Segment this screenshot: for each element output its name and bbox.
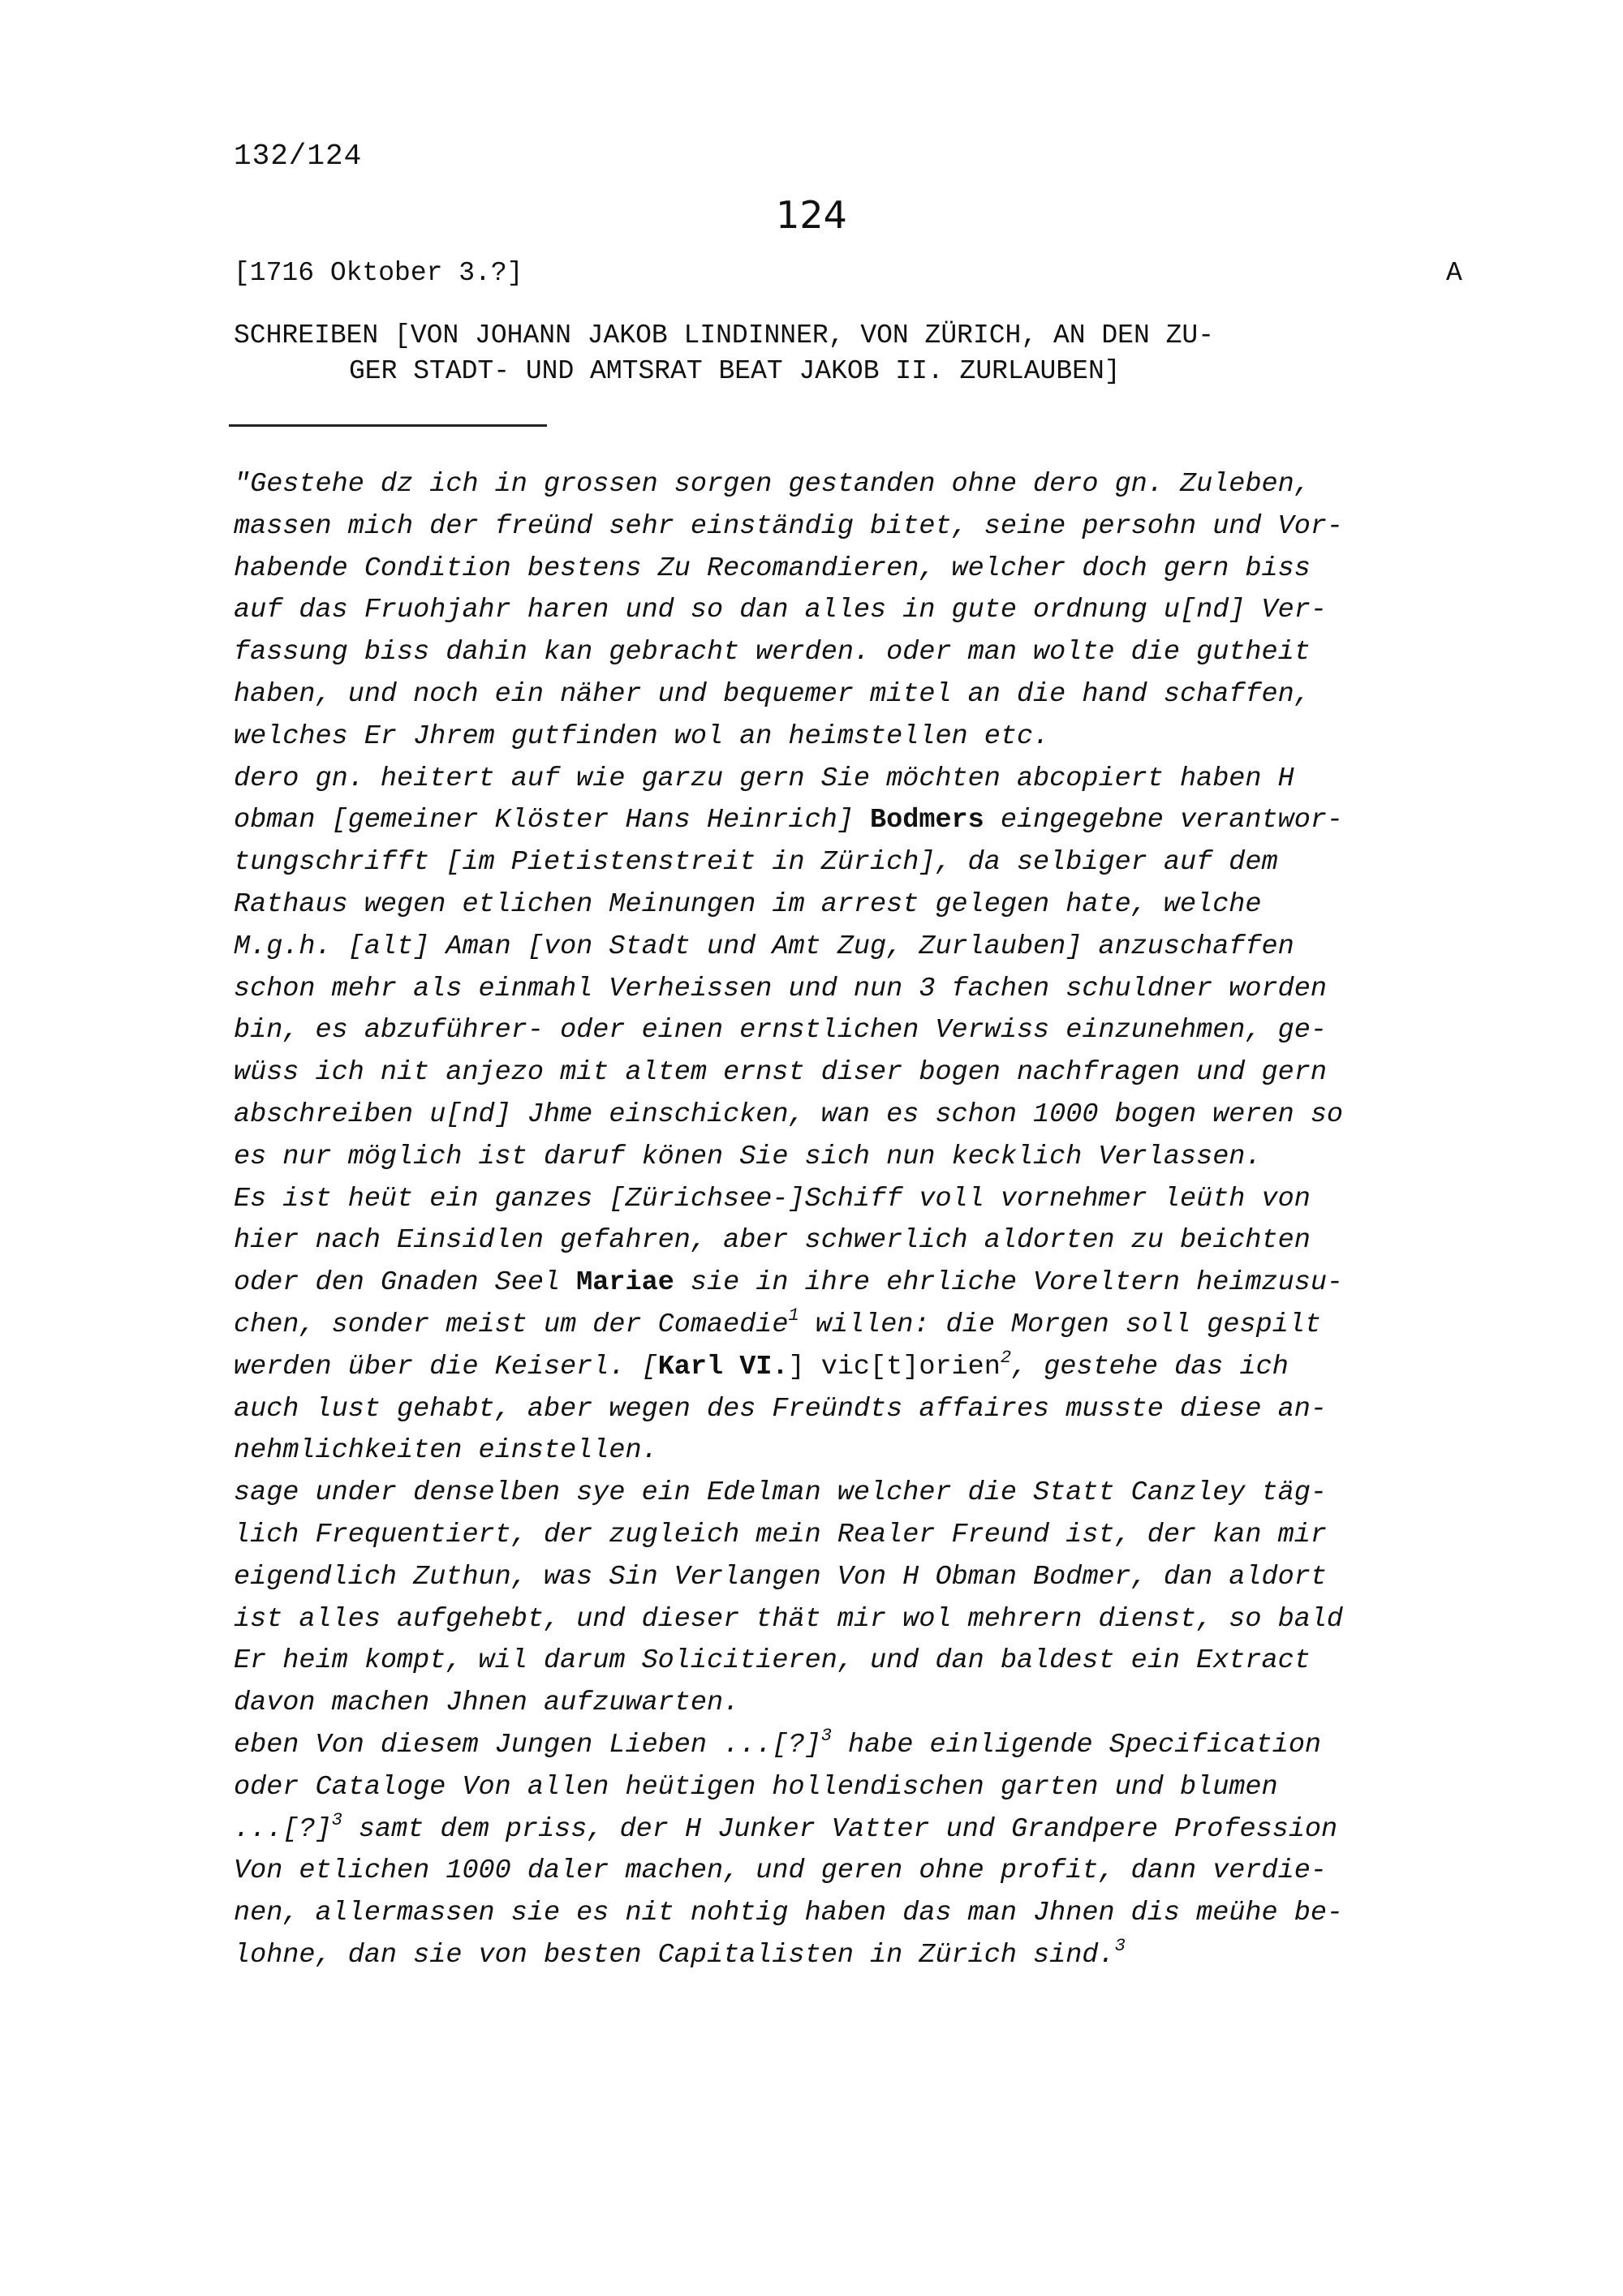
text-line: habende Condition bestens Zu Recomandieren, welcher doch gern biss bbox=[234, 553, 1311, 584]
document-number: 124 bbox=[776, 193, 847, 237]
footnote-ref: 3 bbox=[1114, 1935, 1126, 1956]
text-line: welches Er Jhrem gutfinden wol an heimstellen etc. bbox=[234, 720, 1050, 752]
text-line: ist alles aufgehebt, und dieser thät mir wol mehrern dienst, so bald bbox=[234, 1603, 1344, 1635]
heading-divider bbox=[229, 424, 547, 427]
version-mark: A bbox=[1446, 258, 1462, 288]
text-span: chen, sonder meist um der Comaedie bbox=[234, 1309, 789, 1340]
text-line: abschreiben u[nd] Jhme einschicken, wan es schon 1000 bogen weren so bbox=[234, 1099, 1344, 1130]
text-line bbox=[234, 1809, 1493, 1851]
text-line bbox=[234, 1262, 1493, 1305]
text-span: obman [gemeiner Klöster Hans Heinrich] bbox=[234, 805, 871, 836]
text-line: bin, es abzuführer- oder einen ernstlichen Verwiss einzunehmen, ge- bbox=[234, 1015, 1327, 1047]
text-line: wüss ich nit anjezo mit altem ernst diser bogen nachfragen und gern bbox=[234, 1057, 1327, 1089]
text-span: willen: die Morgen soll gespilt bbox=[799, 1309, 1322, 1340]
person-name-bold: Karl VI. bbox=[657, 1351, 789, 1382]
text-line: nehmlichkeiten einstellen. bbox=[234, 1435, 658, 1467]
document-date: [1716 Oktober 3.?] bbox=[234, 258, 523, 288]
person-name-bold: Mariae bbox=[576, 1267, 674, 1299]
text-line: hier nach Einsidlen gefahren, aber schwerlich aldorten zu beichten bbox=[234, 1225, 1311, 1257]
text-line: oder Cataloge Von allen heütigen hollendischen garten und blumen bbox=[234, 1771, 1278, 1803]
page-reference: 132/124 bbox=[234, 140, 363, 173]
text-line bbox=[234, 1347, 1493, 1389]
text-line: tungschrifft [im Pietistenstreit in Zürich], da selbiger auf dem bbox=[234, 847, 1278, 879]
text-line: dero gn. heitert auf wie garzu gern Sie möchten abcopiert haben H bbox=[234, 763, 1294, 794]
text-line: Er heim kompt, wil darum Solicitieren, und dan baldest ein Extract bbox=[234, 1645, 1311, 1677]
footnote-ref: 2 bbox=[1000, 1347, 1012, 1368]
text-line: davon machen Jhnen aufzuwarten. bbox=[234, 1688, 740, 1719]
text-line: Rathaus wegen etlichen Meinungen im arrest gelegen hate, welche bbox=[234, 888, 1262, 920]
text-line: auch lust gehabt, aber wegen des Freündts affaires musste diese an- bbox=[234, 1393, 1327, 1425]
footnote-ref: 1 bbox=[788, 1305, 799, 1326]
text-span: oder den Gnaden Seel bbox=[234, 1267, 577, 1299]
text-line bbox=[234, 1935, 1493, 1977]
text-line bbox=[234, 1305, 1493, 1347]
text-line bbox=[234, 800, 1493, 842]
text-span: habe einligende Specification bbox=[831, 1729, 1322, 1761]
text-line: massen mich der freünd sehr einständig bitet, seine persohn und Vor- bbox=[234, 510, 1344, 542]
text-line: Von etlichen 1000 daler machen, und geren ohne profit, dann verdie- bbox=[234, 1855, 1327, 1887]
text-span: lohne, dan sie von besten Capitalisten in Zürich sind. bbox=[234, 1939, 1115, 1971]
document-heading bbox=[234, 318, 1451, 389]
heading-line: SCHREIBEN [VON JOHANN JAKOB LINDINNER, VON ZÜRICH, AN DEN ZU- bbox=[234, 320, 1214, 350]
text-line: auf das Fruohjahr haren und so dan alles in gute ordnung u[nd] Ver- bbox=[234, 595, 1327, 626]
text-span: ] vic[t]orien bbox=[788, 1351, 1001, 1382]
text-line: Es ist heüt ein ganzes [Zürichsee-]Schiff voll vornehmer leüth von bbox=[234, 1183, 1311, 1215]
text-line: haben, und noch ein näher und bequemer mitel an die hand schaffen, bbox=[234, 678, 1311, 710]
person-name-bold: Bodmers bbox=[870, 805, 984, 836]
footnote-ref: 3 bbox=[331, 1809, 342, 1830]
text-span: eingegebne verantwor- bbox=[984, 805, 1344, 836]
heading-line: GER STADT- UND AMTSRAT BEAT JAKOB II. ZURLAUBEN] bbox=[349, 356, 1121, 386]
text-line: eigendlich Zuthun, was Sin Verlangen Von H Obman Bodmer, dan aldort bbox=[234, 1561, 1327, 1593]
letter-body bbox=[234, 464, 1493, 1977]
text-line bbox=[234, 1725, 1493, 1767]
text-span: werden über die Keiserl. [ bbox=[234, 1351, 658, 1382]
text-line: lich Frequentiert, der zugleich mein Realer Freund ist, der kan mir bbox=[234, 1519, 1327, 1550]
text-span: ...[?] bbox=[234, 1813, 332, 1845]
footnote-ref: 3 bbox=[820, 1725, 832, 1746]
text-line: schon mehr als einmahl Verheissen und nun 3 fachen schuldner worden bbox=[234, 973, 1327, 1004]
text-span: eben Von diesem Jungen Lieben ...[?] bbox=[234, 1729, 821, 1761]
text-line: nen, allermassen sie es nit nohtig haben das man Jhnen dis meühe be- bbox=[234, 1898, 1344, 1929]
text-span: samt dem priss, der H Junker Vatter und Grandpere Profession bbox=[342, 1813, 1338, 1845]
text-span: , gestehe das ich bbox=[1011, 1351, 1289, 1382]
text-line: "Gestehe dz ich in grossen sorgen gestanden ohne dero gn. Zuleben, bbox=[234, 469, 1311, 500]
text-line: es nur möglich ist daruf könen Sie sich nun kecklich Verlassen. bbox=[234, 1141, 1262, 1172]
text-line: fassung biss dahin kan gebracht werden. oder man wolte die gutheit bbox=[234, 637, 1311, 669]
text-span: sie in ihre ehrliche Voreltern heimzusu- bbox=[674, 1267, 1344, 1299]
text-line: sage under denselben sye ein Edelman welcher die Statt Canzley täg- bbox=[234, 1477, 1327, 1509]
text-line: M.g.h. [alt] Aman [von Stadt und Amt Zug, Zurlauben] anzuschaffen bbox=[234, 931, 1294, 962]
